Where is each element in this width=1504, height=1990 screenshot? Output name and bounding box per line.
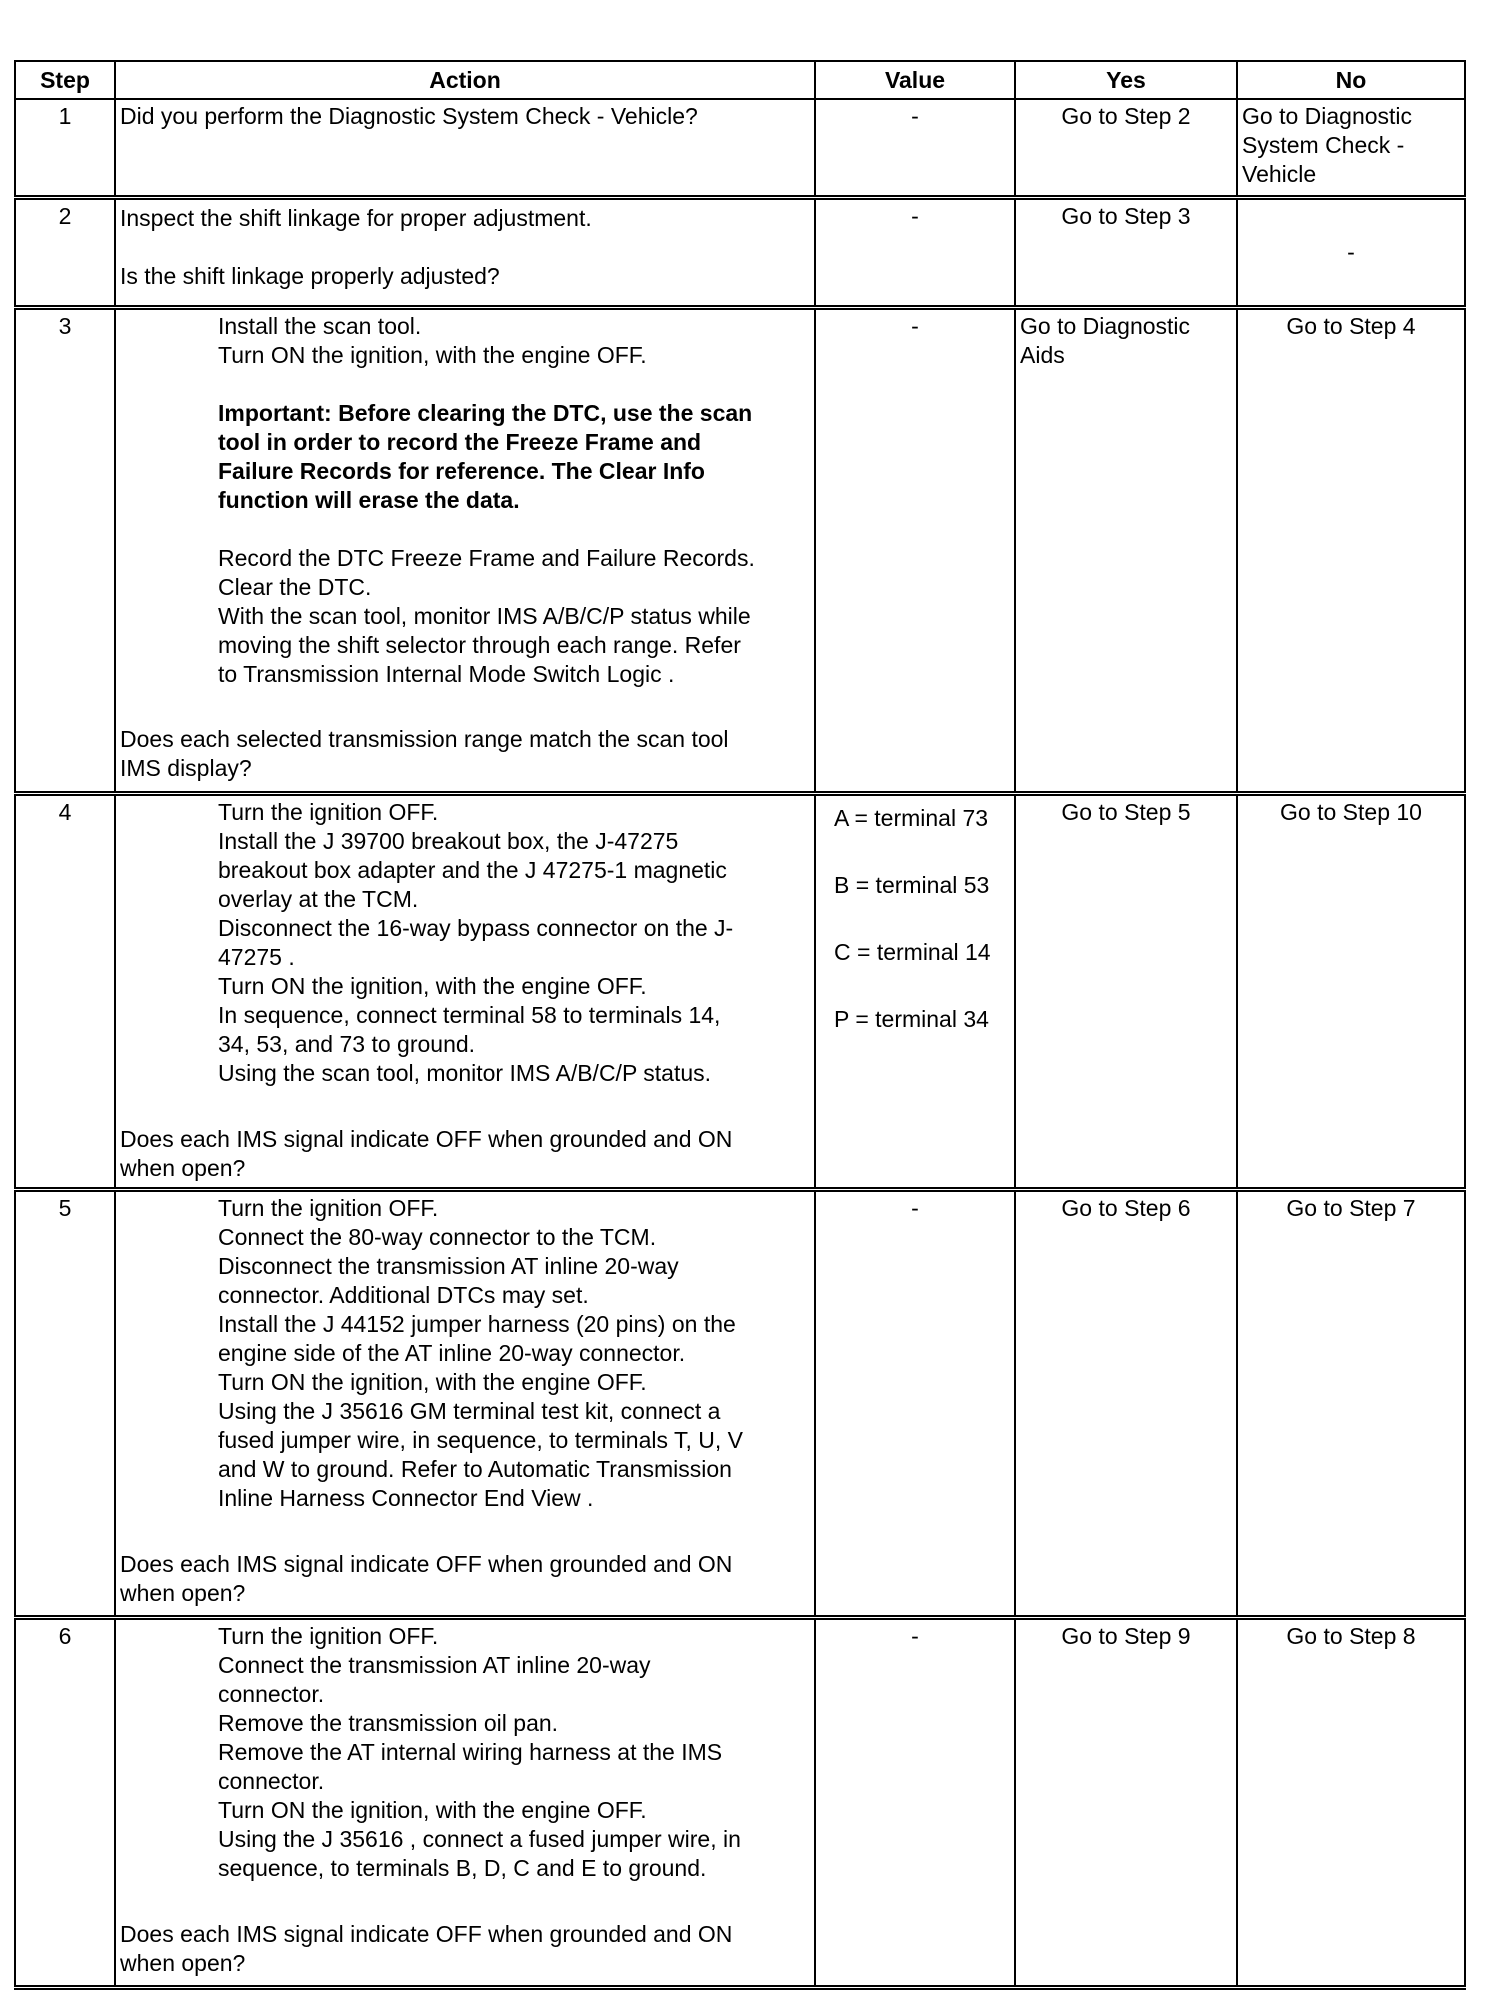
yes-cell [1015, 1189, 1237, 1617]
action-step: Turn ON the ignition, with the engine OFF. [218, 1796, 647, 1823]
action-cell [115, 99, 815, 197]
terminal-value: P = terminal 34 [834, 1005, 989, 1032]
action-step: connector. [218, 1767, 325, 1794]
yes-link[interactable]: Go to Diagnostic Aids [1020, 312, 1191, 368]
no-link[interactable]: Go to Step 7 [1286, 1194, 1416, 1221]
terminal-value: C = terminal 14 [834, 938, 991, 965]
action-step: connector. [218, 1680, 325, 1707]
action-steps [120, 1194, 810, 1513]
yes-link[interactable]: Go to Step 9 [1061, 1622, 1191, 1649]
action-question: Does each selected transmission range match the scan tool IMS display? [120, 725, 729, 781]
action-question: Did you perform the Diagnostic System Check - Vehicle? [120, 103, 698, 129]
step-number: 1 [15, 99, 115, 197]
no-link[interactable]: Go to Step 4 [1286, 312, 1416, 339]
yes-cell [1015, 1617, 1237, 1987]
action-question: Is the shift linkage properly adjusted? [120, 262, 500, 289]
action-question: Does each IMS signal indicate OFF when grounded and ON when open? [120, 1550, 733, 1606]
yes-cell [1015, 197, 1237, 307]
terminal-values [820, 798, 1010, 1034]
terminal-value: B = terminal 53 [834, 871, 990, 898]
action-step: Using the scan tool, monitor IMS A/B/C/P status. [218, 1059, 712, 1086]
action-steps [120, 1622, 810, 1883]
action-step: Turn the ignition OFF. [218, 1194, 439, 1221]
no-cell [1237, 99, 1465, 197]
table-row-step-4 [15, 793, 1465, 1189]
action-step: Remove the AT internal wiring harness at the IMS [218, 1738, 723, 1765]
header-yes: Yes [1015, 61, 1237, 99]
value-cell: - [815, 307, 1015, 793]
step-number: 4 [15, 793, 115, 1189]
action-step: Inline Harness Connector End View . [218, 1484, 594, 1511]
action-steps [120, 798, 810, 1088]
action-step: Turn ON the ignition, with the engine OFF. [218, 1368, 647, 1395]
header-row [15, 61, 1465, 99]
action-step: In sequence, connect terminal 58 to terminals 14, [218, 1001, 721, 1028]
action-cell [115, 307, 815, 793]
action-step: connector. Additional DTCs may set. [218, 1281, 589, 1308]
header-step: Step [15, 61, 115, 99]
action-step: With the scan tool, monitor IMS A/B/C/P status while [218, 602, 751, 629]
yes-link[interactable]: Go to Step 5 [1061, 798, 1191, 825]
action-step: moving the shift selector through each range. Refer [218, 631, 741, 658]
action-cell [115, 1189, 815, 1617]
action-step: Turn the ignition OFF. [218, 1622, 439, 1649]
step-number: 5 [15, 1189, 115, 1617]
value-cell: - [815, 99, 1015, 197]
step-number: 6 [15, 1617, 115, 1987]
header-no: No [1237, 61, 1465, 99]
action-cell [115, 793, 815, 1189]
value-cell: - [815, 1189, 1015, 1617]
action-question: Does each IMS signal indicate OFF when grounded and ON when open? [120, 1125, 733, 1181]
action-step: Install the J 39700 breakout box, the J-47275 [218, 827, 679, 854]
action-step: Install the scan tool. [218, 312, 422, 339]
action-step: Turn ON the ignition, with the engine OFF. [218, 972, 647, 999]
action-step: Using the J 35616 , connect a fused jumper wire, in [218, 1825, 741, 1852]
diagnostic-table [14, 60, 1466, 1990]
action-step: to Transmission Internal Mode Switch Logic . [218, 660, 675, 687]
action-step: Connect the 80-way connector to the TCM. [218, 1223, 657, 1250]
table-row-step-5 [15, 1189, 1465, 1617]
yes-cell [1015, 307, 1237, 793]
header-value: Value [815, 61, 1015, 99]
value-cell: - [815, 197, 1015, 307]
action-step: sequence, to terminals B, D, C and E to ground. [218, 1854, 707, 1881]
diagnostic-document [14, 60, 1464, 1990]
action-step: Remove the transmission oil pan. [218, 1709, 559, 1736]
yes-link[interactable]: Go to Step 6 [1061, 1194, 1191, 1221]
action-step: fused jumper wire, in sequence, to terminals T, U, V [218, 1426, 743, 1453]
action-step: Clear the DTC. [218, 573, 372, 600]
yes-cell [1015, 793, 1237, 1189]
yes-link[interactable]: Go to Step 2 [1061, 103, 1191, 129]
no-link[interactable]: Go to Step 8 [1286, 1622, 1416, 1649]
no-link[interactable]: Go to Step 10 [1280, 798, 1422, 825]
no-line: Vehicle [1242, 161, 1317, 187]
action-step: and W to ground. Refer to Automatic Transmission [218, 1455, 732, 1482]
value-cell [815, 793, 1015, 1189]
no-cell [1237, 1189, 1465, 1617]
no-line: Go to Diagnostic [1242, 103, 1413, 129]
table-row-step-2 [15, 197, 1465, 307]
table-row-step-1 [15, 99, 1465, 197]
no-link[interactable] [1242, 102, 1460, 189]
action-question: Does each IMS signal indicate OFF when grounded and ON when open? [120, 1920, 733, 1976]
step-number: 2 [15, 197, 115, 307]
yes-link[interactable]: Go to Step 3 [1061, 202, 1191, 229]
yes-cell [1015, 99, 1237, 197]
action-step: 34, 53, and 73 to ground. [218, 1030, 476, 1057]
action-step: engine side of the AT inline 20-way connector. [218, 1339, 686, 1366]
terminal-value: A = terminal 73 [834, 804, 989, 831]
step-number: 3 [15, 307, 115, 793]
no-cell: - [1237, 197, 1465, 307]
action-step: Disconnect the transmission AT inline 20-way [218, 1252, 679, 1279]
no-cell [1237, 793, 1465, 1189]
no-line: System Check - [1242, 132, 1405, 158]
action-step: Record the DTC Freeze Frame and Failure Records. [218, 544, 755, 571]
action-cell [115, 197, 815, 307]
no-cell [1237, 307, 1465, 793]
action-steps [120, 312, 810, 689]
action-step: overlay at the TCM. [218, 885, 419, 912]
action-intro: Inspect the shift linkage for proper adjustment. [120, 204, 592, 231]
action-step: Disconnect the 16-way bypass connector on the J- [218, 914, 734, 941]
action-step: Turn the ignition OFF. [218, 798, 439, 825]
action-step: Install the J 44152 jumper harness (20 pins) on the [218, 1310, 736, 1337]
action-step: breakout box adapter and the J 47275-1 magnetic [218, 856, 727, 883]
important-note: Important: Before clearing the DTC, use the scan tool in order to record the Freeze Frame and Failure Records for reference. The Clear Info function will erase the data. [218, 399, 753, 513]
action-step: Turn ON the ignition, with the engine OFF. [218, 341, 647, 368]
action-step: Using the J 35616 GM terminal test kit, connect a [218, 1397, 721, 1424]
no-cell [1237, 1617, 1465, 1987]
action-step: 47275 . [218, 943, 295, 970]
table-row-step-3 [15, 307, 1465, 793]
value-cell: - [815, 1617, 1015, 1987]
action-step: Connect the transmission AT inline 20-way [218, 1651, 651, 1678]
header-action: Action [115, 61, 815, 99]
action-cell [115, 1617, 815, 1987]
table-row-step-6 [15, 1617, 1465, 1987]
